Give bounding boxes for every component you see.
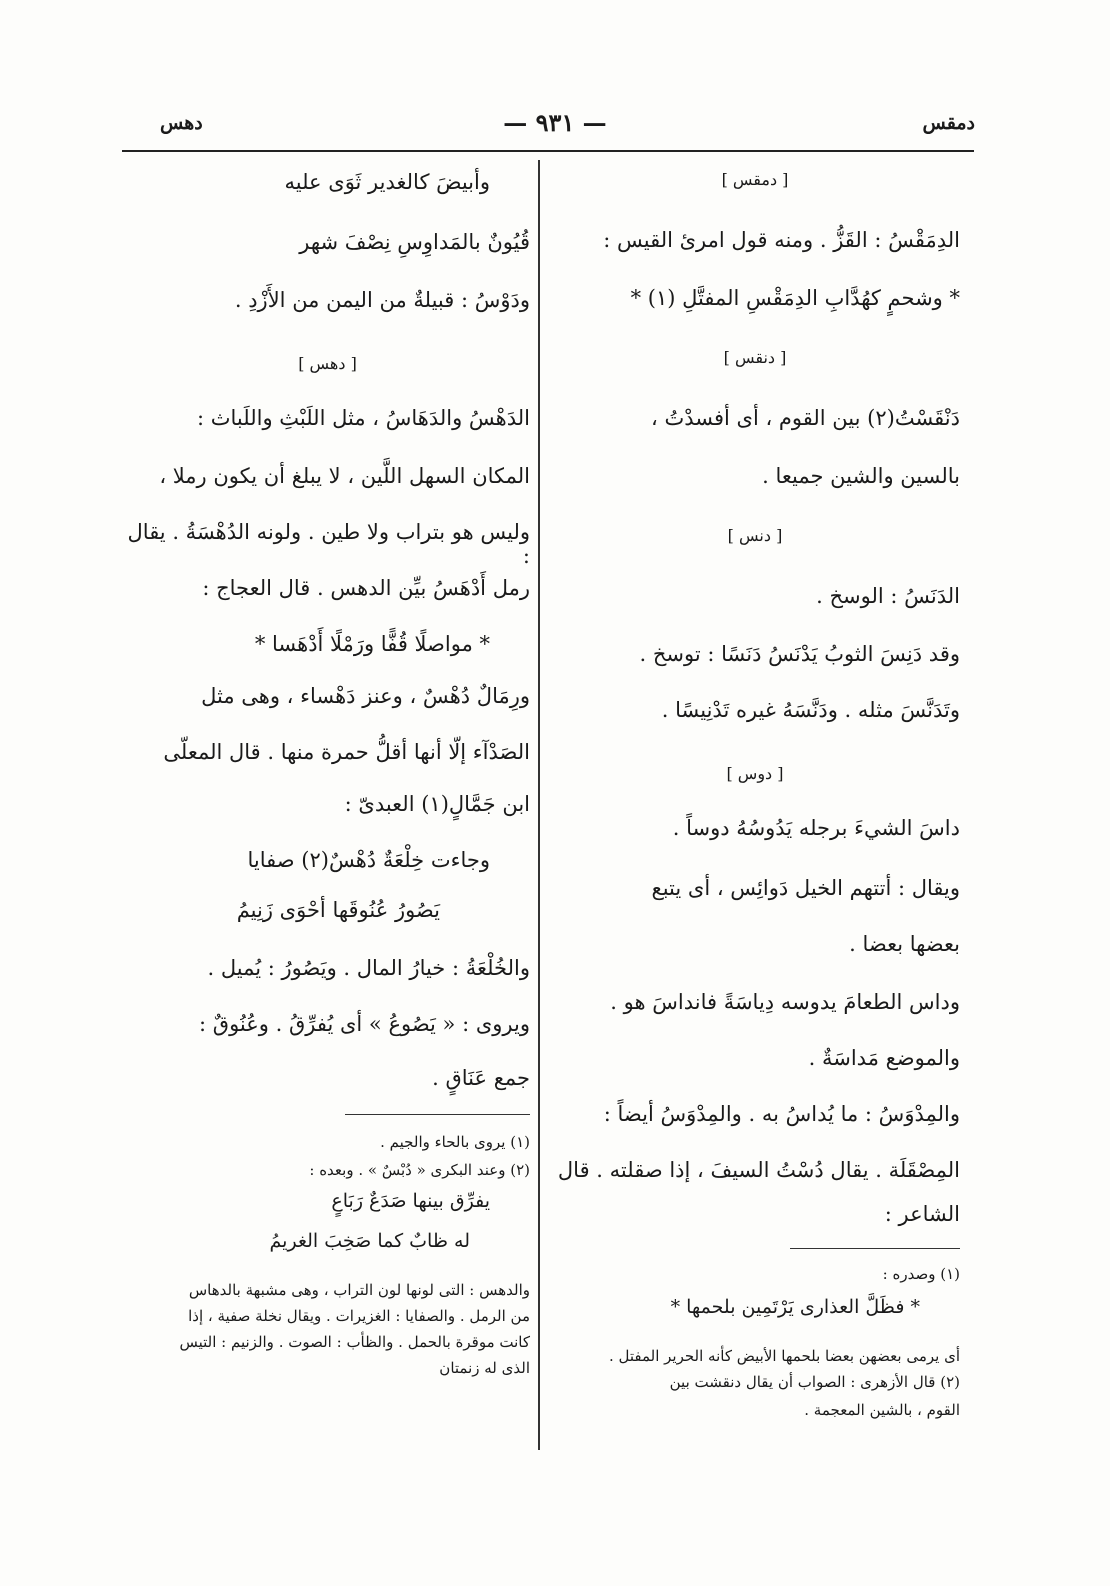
text-line: الدَنَسُ : الوسخ . [816,584,960,608]
footnote-verse: له ظابٌ كما صَخِبَ الغريمُ [269,1230,470,1252]
text-line: ويقال : أتتهم الخيل دَوائِس ، أى يتبع [651,876,960,900]
text-line: وليس هو بتراب ولا طين . ولونه الدُهْسَةُ . يقال : [127,520,530,568]
text-line: الدِمَقْسُ : القَزُّ . ومنه قول امرئ القيس : [603,228,960,252]
verse-line: قُيُونٌ بالمَداوِسِ نِصْفَ شهر [299,230,530,254]
text-line: وقد دَنِسَ الثوبُ يَدْنَسُ دَنَسًا : توسخ . [639,642,960,666]
text-line: دَنْقَسْتُ(٢) بين القوم ، أى أفسدْتُ ، [650,406,960,430]
text-line: والموضع مَداسَةٌ . [808,1046,960,1070]
footnote: من الرمل . والصفايا : الغزيرات . ويقال نخلة صفية ، إذا [188,1307,530,1325]
text-line: المكان السهل اللَّين ، لا يبلغ أن يكون رملا ، [159,464,530,488]
entry-heading-danqas: [ دنقس ] [723,348,787,367]
text-line: الدَهْسُ والدَهَاسُ ، مثل اللَبْثِ واللَباث : [197,406,530,430]
text-line: داسَ الشيءَ برجله يَدُوسُهُ دوساً . [672,816,960,840]
entry-heading-daws: [ دوس ] [726,764,784,783]
text-line: رمل أَدْهَسُ بيِّن الدهس . قال العجاج : [202,576,530,600]
footnote: والدهس : التى لونها لون التراب ، وهى مشبهة بالدهاس [188,1281,530,1299]
verse-line: * مواصلًا قُفًّا ورَمْلًا أَدْهَسا * [254,632,490,656]
header-right-word: دمقس [922,112,975,134]
footnote: أى يرمى بعضهن بعضا بلحمها الأبيض كأنه الحرير المفتل . [608,1347,960,1365]
footnote: (٢) وعند البكرى « دُبْسٌ » . وبعده : [309,1161,530,1179]
text-line: وتَدَنَّسَ مثله . ودَنَّسَهُ غيره تَدْنِيسًا . [661,698,960,722]
text-line: والخُلْعَةُ : خيارُ المال . ويَصُورُ : يُميل . [207,956,530,980]
text-line: الشاعر : [884,1202,960,1226]
entry-heading-dahs: [ دهس ] [298,354,357,373]
text-line: ودَوْسُ : قبيلةٌ من اليمن من الأَزْدِ . [234,288,530,312]
entry-heading-damqas: [ دمقس ] [721,170,789,189]
footnote-rule [345,1114,530,1115]
verse-line: * وشحمٍ كهُدَّابِ الدِمَقْسِ المفتَّلِ (١) * [630,286,960,310]
footnote: (٢) قال الأزهرى : الصواب أن يقال دنقشت بين [669,1373,960,1391]
footnote: الذى له زنمتان [439,1359,530,1377]
page-number: — ٩٣١ — [503,108,607,137]
verse-line: يَصُورُ عُنُوقَها أحْوَى زَنِيمُ [236,898,440,922]
text-line: جمع عَنَاقٍ . [432,1066,530,1090]
footnote: كانت موقرة بالحمل . والظأب : الصوت . والزنيم : التيس [179,1333,530,1351]
column-divider [538,160,540,1450]
header-rule [122,150,974,152]
text-line: بالسين والشين جميعا . [762,464,960,488]
text-line: ورِمَالٌ دُهْسٌ ، وعنز دَهْساء ، وهى مثل [201,684,530,708]
header-left-word: دهس [160,112,203,134]
footnote-rule [790,1248,960,1249]
footnote: (١) وصدره : [882,1265,960,1283]
text-line: الصَدْآء إلّا أنها أقلُّ حمرة منها . قال المعلّى [163,740,530,764]
footnote-verse: * فظَلَّ العذارى يَرْتَمِين بلحمها * [670,1296,920,1318]
footnote: القوم ، بالشين المعجمة . [804,1401,960,1419]
text-line: وداس الطعامَ يدوسه دِياسَةً فانداسَ هو . [610,990,960,1014]
entry-heading-danas: [ دنس ] [727,526,783,545]
text-line: والمِدْوَسُ : ما يُداسُ به . والمِدْوَسُ أيضاً : [603,1102,960,1126]
verse-line: وجاءت خِلْعَةٌ دُهْسٌ(٢) صفايا [247,848,490,872]
footnote: (١) يروى بالحاء والجيم . [380,1133,530,1151]
text-line: المِصْقَلَة . يقال دُسْتُ السيفَ ، إذا صقلته . قال [557,1158,960,1182]
verse-line: وأبيضَ كالغدير ثَوَى عليه [284,170,490,194]
text-line: ويروى : « يَصُوعُ » أى يُفرِّقُ . وعُنُوقٌ : [199,1012,530,1036]
footnote-verse: يفرِّق بينها صَدَعٌ رَبَاعٍ [331,1190,490,1212]
text-line: ابن جَمَّالٍ(١) العبدىّ : [344,792,530,816]
text-line: بعضها بعضا . [849,932,960,956]
